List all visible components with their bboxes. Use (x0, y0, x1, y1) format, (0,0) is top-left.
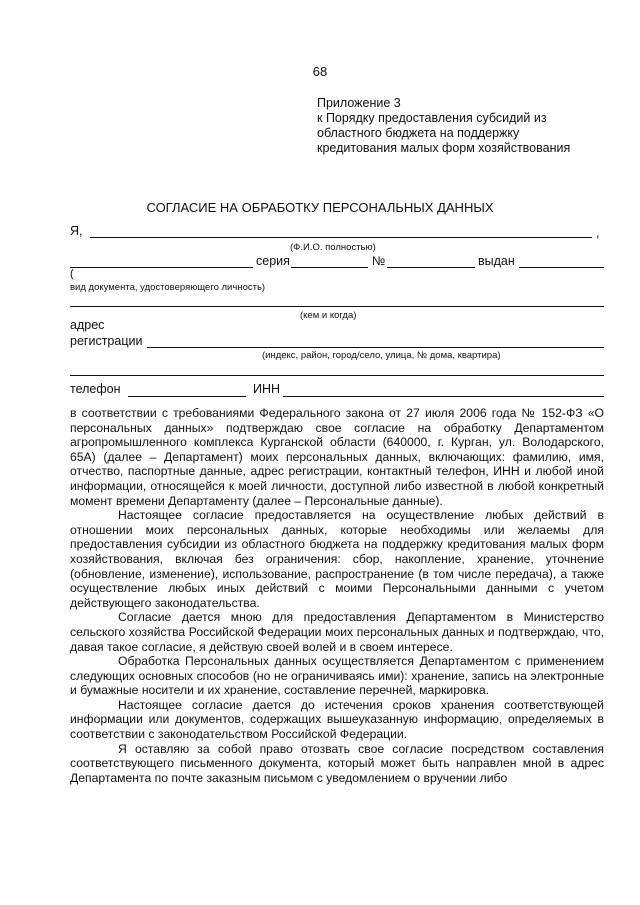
paren-mark: ( (70, 268, 74, 280)
vydan-field[interactable] (519, 267, 604, 268)
vydan-label: выдан (478, 254, 515, 268)
address-field[interactable] (147, 347, 604, 348)
appendix-title: Приложение 3 (317, 96, 401, 110)
doc-type-caption: вид документа, удостоверяющего личность) (70, 282, 266, 293)
kem-field[interactable] (70, 306, 604, 307)
appendix-header (317, 96, 617, 156)
seriya-label: серия (256, 254, 290, 268)
number-field[interactable] (387, 267, 475, 268)
kem-caption: (кем и когда) (300, 310, 357, 321)
doc-type-field[interactable] (70, 267, 253, 268)
fio-caption: (Ф.И.О. полностью) (290, 242, 376, 253)
consent-body (70, 406, 604, 785)
paragraph: Настоящее согласие предоставляется на осуществление любых действий в отношении моих персональных данных, которые необходимы или желаемы для предоставления субсидии из областного бюджета на поддержку кредитования малых форм хозяйствования, включая без ограничения: сбор, накопление, хранение, уточнение (обновление, изменение), использование, распространение (в том числе передача), а также осуществление любых иных действий с моими Персональными данными с учетом действующего законодательства. (70, 508, 604, 610)
address-caption: (индекс, район, город/село, улица, № дома, квартира) (262, 350, 501, 361)
address-label-2: регистрации (70, 334, 143, 348)
paragraph: в соответствии с требованиями Федерального закона от 27 июля 2006 года № 152-ФЗ «О персональных данных» подтверждаю свое согласие на обработку Департаментом агропромышленного комплекса Курганской области (640000, г. Курган, ул. Володарского, 65А) (далее – Департамент) моих персональных данных, включающих: фамилию, имя, отчество, паспортные данные, адрес регистрации, контактный телефон, ИНН и любой иной информации, относящейся к моей личности, доступной либо известной в любой конкретный момент времени Департаменту (далее – Персональные данные). (70, 406, 604, 508)
paragraph: Обработка Персональных данных осуществляется Департаментом с применением следующих основных способов (но не ограничиваясь ими): хранение, запись на электронные и бумажные носители и их хранение, составление перечней, маркировка. (70, 654, 604, 698)
address-label: адрес (70, 318, 105, 332)
ya-label: Я, (70, 224, 83, 238)
comma-mark: , (596, 226, 600, 240)
paragraph: Согласие дается мною для предоставления Департаментом в Министерство сельского хозяйства Российской Федерации моих персональных данных и подтверждаю, что, давая такое согласие, я действую своей волей и в своем интересе. (70, 610, 604, 654)
document-title: СОГЛАСИЕ НА ОБРАБОТКУ ПЕРСОНАЛЬНЫХ ДАННЫХ (146, 200, 494, 215)
phone-field[interactable] (128, 396, 246, 397)
page-number: 68 (312, 64, 328, 79)
phone-label: телефон (70, 382, 121, 396)
appendix-line: кредитования малых форм хозяйствования (317, 141, 571, 155)
seriya-field[interactable] (291, 267, 368, 268)
inn-field[interactable] (283, 396, 604, 397)
paragraph: Я оставляю за собой право отозвать свое согласие посредством составления соответствующего письменного документа, который может быть направлен мной в адрес Департамента по почте заказным письмом с уведомлением о вручении либо (70, 741, 604, 785)
address-field-2[interactable] (70, 375, 604, 376)
number-label: № (372, 254, 386, 268)
fio-field[interactable] (90, 237, 592, 238)
appendix-line: областного бюджета на поддержку (317, 126, 520, 140)
paragraph: Настоящее согласие дается до истечения сроков хранения соответствующей информации или документов, содержащих вышеуказанную информацию, определяемых в соответствии с законодательством Российской Федерации. (70, 697, 604, 742)
inn-label: ИНН (253, 382, 281, 396)
appendix-line: к Порядку предоставления субсидий из (317, 111, 547, 125)
